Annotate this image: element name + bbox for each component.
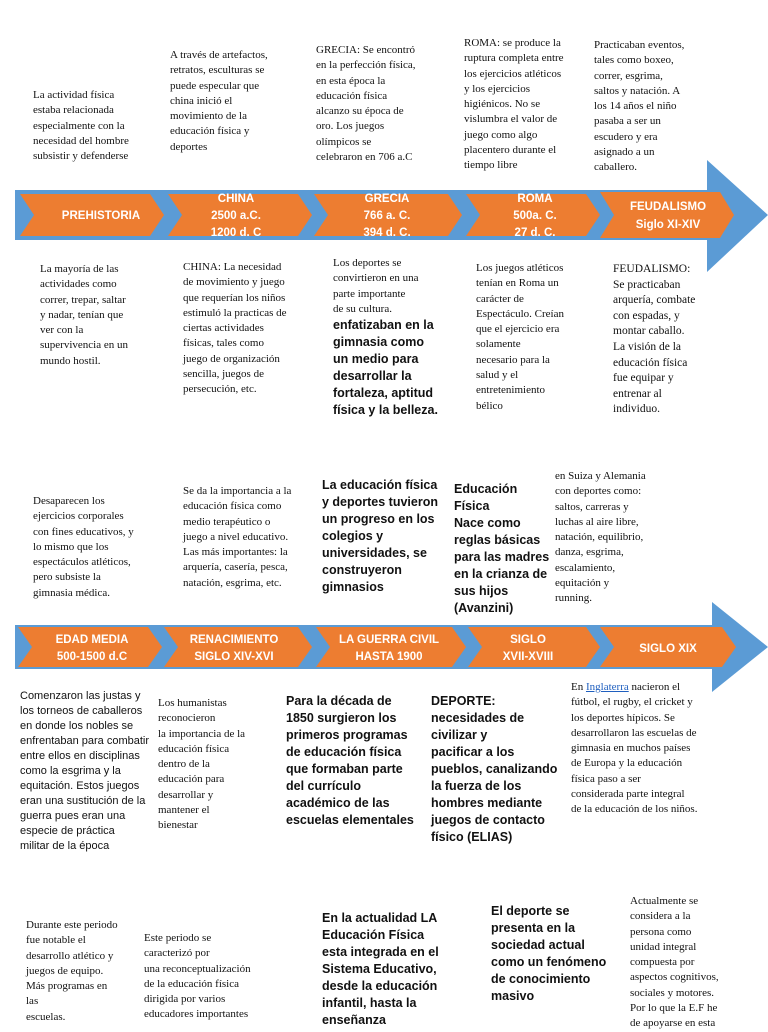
row3-note-5: Actualmente se considera a la persona como unidad integral compuesta por aspectos cognitivos, sociales y motores. Por lo que la E.F he de apoyarse en esta <box>630 895 719 1030</box>
edad-media-bottom-note: Comenzaron las justas y los torneos de caballeros en donde los nobles se enfrentaban para combatir entre ellos en disciplinas como la esgrima y la equitación. Estos juegos eran una sustitución de la guerra pues eran una especie de práctica militar de la época <box>20 690 150 852</box>
segment-feudalismo <box>600 192 734 238</box>
segment-china-label: CHINA <box>217 193 255 205</box>
row3-note-1: Durante este periodo fue notable el desarrollo atlético y juegos de equipo. Más programas en las escuelas. <box>26 919 118 1023</box>
grecia-bottom-emphasis: enfatizaban en la gimnasia como un medio para desarrollar la fortaleza, aptitud física y la belleza. <box>333 318 438 417</box>
timeline-2 <box>0 602 768 692</box>
segment-china-start: 2500 a.C. <box>211 210 261 222</box>
feudalismo-bottom-note: FEUDALISMO: Se practicaban arquería, combate con espadas, y montar caballo. La visión de la educación física fue equipar y entrenar al individuo. <box>613 263 696 416</box>
segment-grecia-start: 766 a. C. <box>363 210 411 222</box>
segment-renacimiento-label: RENACIMIENTO <box>189 634 279 646</box>
siglo-xix-note-prefix: En <box>571 681 586 693</box>
segment-prehistoria-label: PREHISTORIA <box>61 210 141 222</box>
edad-media-top-note: Desaparecen los ejercicios corporales con fines educativos, y lo mismo que los espectáculos atléticos, pero subsiste la gimnasia médica. <box>33 495 134 599</box>
row3-note-4: El deporte se presenta en la sociedad actual como un fenómeno de conocimiento masivo <box>491 904 607 1003</box>
segment-roma-label: ROMA <box>517 193 553 205</box>
segment-feudalismo-label: FEUDALISMO <box>629 201 707 213</box>
segment-china-end: 1200 d. C <box>210 227 262 239</box>
segment-edad-media-period: 500-1500 d.C <box>56 651 128 663</box>
row3-note-2: Este periodo se caracterizó por una reconceptualización de la educación física dirigida por varios educadores importantes <box>144 932 251 1021</box>
grecia-bottom-note: Los deportes se convirtieron en una parte importante de su cultura. <box>333 257 419 315</box>
segment-siglo-xvii-period: XVII-XVIII <box>502 651 554 663</box>
segment-grecia-label: GRECIA <box>364 193 410 205</box>
segment-roma-end: 27 d. C. <box>514 227 556 239</box>
siglo-xix-note-body: nacieron el fútbol, el rugby, el cricket y los deportes hípicos. Se desarrollaron las escuelas de gimnasia en muchos países de Europa y la educación física paso a ser considerada parte integral de la educación de los niños. <box>571 681 698 816</box>
renacimiento-bottom-note: Los humanistas reconocieron la importancia de la educación física dentro de la educación para desarrollar y mantener el bienestar <box>158 697 246 832</box>
segment-siglo-xix-label: SIGLO XIX <box>639 643 697 655</box>
segment-feudalismo-period: Siglo XI-XIV <box>635 219 701 231</box>
roma-bottom-note: Los juegos atléticos tenían en Roma un carácter de Espectáculo. Creían que el ejercicio era solamente necesario para la salud y el entretenimiento bélico <box>476 262 564 412</box>
china-top-note: A través de artefactos, retratos, esculturas se puede especular que china inició el movimiento de la educación física y deportes <box>170 49 268 153</box>
feudalismo-top-note: Practicaban eventos, tales como boxeo, correr, esgrima, saltos y natación. A los 14 años el niño pasaba a ser un escudero y era asignado a un caballero. <box>594 39 685 174</box>
renacimiento-top-note: Se da la importancia a la educación física como medio terapéutico o juego a nivel educativo. Las más importantes: la arquería, casería, pesca, natación, esgrima, etc. <box>183 485 292 589</box>
china-bottom-note: CHINA: La necesidad de movimiento y juego que requerían los niños estimuló la practicas de ciertas actividades físicas, tales como juego de organización sencilla, juegos de persecución, etc. <box>183 261 287 396</box>
segment-grecia-end: 394 d. C. <box>363 227 411 239</box>
grecia-top-note: GRECIA: Se encontró en la perfección física, en esta época la educación física alcanzo su época de oro. Los juegos olímpicos se celebraron en 706 a.C <box>316 44 416 164</box>
segment-roma-start: 500a. C. <box>513 210 557 222</box>
row3-note-3: En la actualidad LA Educación Física esta integrada en el Sistema Educativo, desde la educación infantil, hasta la enseñanza <box>322 911 439 1027</box>
roma-top-note: ROMA: se produce la ruptura completa entre los ejercicios atléticos y los ejercicios higiénicos. No se vislumbra el valor de juego como algo placentero durante el tiempo libre <box>464 37 564 172</box>
prehistoria-bottom-note: La mayoría de las actividades como correr, trepar, saltar y nadar, tenían que ver con la supervivencia en un mundo hostil. <box>40 263 128 367</box>
prehistoria-top-note: La actividad física estaba relacionada especialmente con la necesidad del hombre subsistir y defenderse <box>33 89 129 163</box>
segment-siglo-xvii-label: SIGLO <box>510 634 546 646</box>
segment-edad-media-label: EDAD MEDIA <box>55 634 129 646</box>
guerra-civil-bottom-note: Para la década de 1850 surgieron los primeros programas de educación física que formaban parte del currículo académico de las escuelas elementales <box>286 694 414 827</box>
segment-renacimiento-period: SIGLO XIV-XVI <box>194 651 274 663</box>
siglo-xix-top-note: en Suiza y Alemania con deportes como: saltos, carreras y luchas al aire libre, natación, equilibrio, danza, esgrima, escalamiento, equitación y running. <box>555 470 646 605</box>
deporte-bottom-note: DEPORTE: necesidades de civilizar y pacificar a los pueblos, canalizando la fuerza de los hombres mediante juegos de contacto físico (ELIAS) <box>431 694 558 844</box>
segment-guerra-civil-period: HASTA 1900 <box>355 651 423 663</box>
siglo-xix-bottom-note <box>571 680 756 818</box>
siglo-xvii-top-note: Educación Física Nace como reglas básicas para las madres en la crianza de sus hijos (Avanzini) <box>454 482 550 615</box>
guerra-civil-top-note: La educación física y deportes tuvieron un progreso en los colegios y universidades, se construyeron gimnasios <box>322 478 438 594</box>
inglaterra-link[interactable]: Inglaterra <box>585 681 629 693</box>
segment-guerra-civil-label: LA GUERRA CIVIL <box>338 634 440 646</box>
